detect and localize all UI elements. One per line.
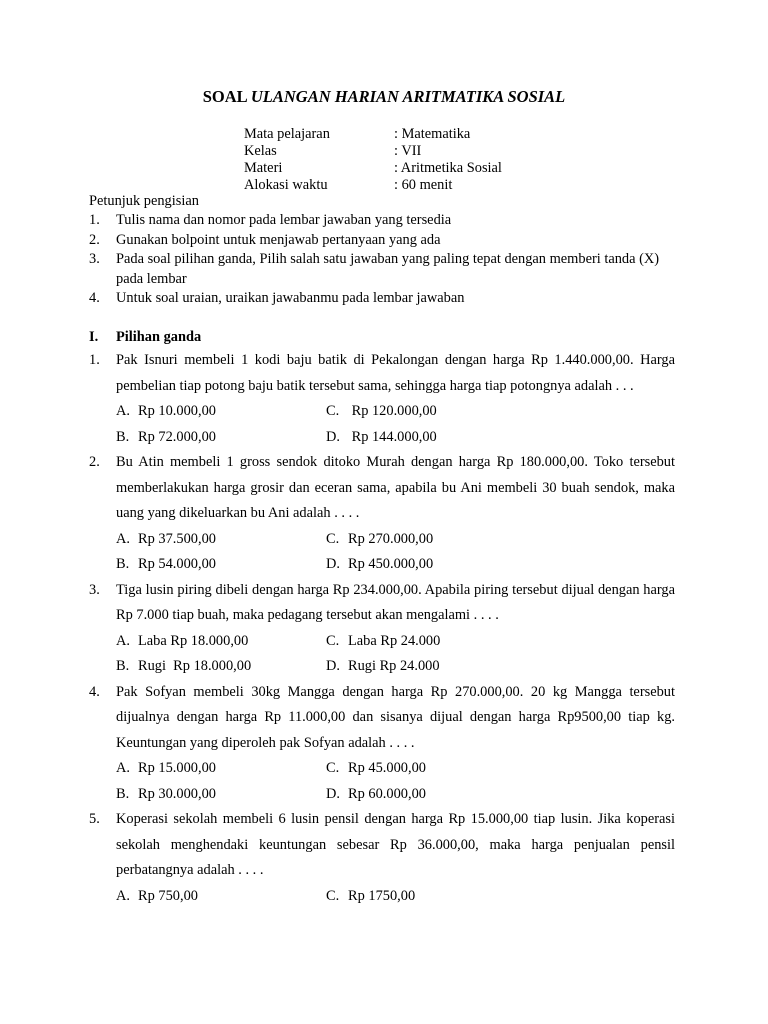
option-text: Rp 750,00 (138, 887, 198, 904)
info-row (244, 126, 502, 143)
option-letter: D. (326, 785, 340, 802)
question-item (89, 578, 675, 680)
question-number: 1. (89, 352, 100, 368)
question-body (116, 807, 675, 909)
instruction-item (89, 231, 679, 251)
section-number: I. (89, 329, 99, 345)
title-prefix: SOAL (202, 87, 247, 106)
option-letter: B. (116, 428, 130, 445)
info-value: : Aritmetika Sosial (394, 160, 502, 176)
answer-option (116, 756, 326, 782)
instruction-item (89, 289, 679, 309)
option-text: Rp 60.000,00 (348, 785, 426, 802)
question-text: Pak Isnuri membeli 1 kodi baju batik di Pekalongan dengan harga Rp 1.440.000,00. Harga pembelian tiap potong baju batik tersebut sama, sehingga harga tiap potongnya adalah . . . (116, 352, 675, 394)
question-item (89, 680, 675, 808)
option-letter: C. (326, 632, 340, 649)
question-body (116, 680, 675, 808)
instruction-item (89, 250, 679, 289)
answer-option (116, 527, 326, 553)
option-text: Rp 144.000,00 (348, 428, 437, 445)
option-text: Rp 15.000,00 (138, 760, 216, 776)
answer-option (326, 399, 675, 425)
question-text: Bu Atin membeli 1 gross sendok ditoko Murah dengan harga Rp 180.000,00. Toko tersebut memberlakukan harga grosir dan eceran sama, apabila bu Ani membeli 30 buah sendok, maka uang yang dikeluarkan bu Ani adalah . . . . (116, 454, 675, 521)
question-list (89, 348, 675, 909)
info-value: : 60 menit (394, 177, 453, 193)
answer-option (116, 425, 326, 451)
option-text: Rp 10.000,00 (138, 403, 216, 419)
option-letter: A. (116, 403, 130, 419)
info-key: Kelas (244, 143, 277, 159)
question-body (116, 578, 675, 680)
instruction-number: 1. (89, 212, 100, 228)
document-title (0, 87, 768, 107)
answer-option (116, 884, 326, 910)
title-main: ULANGAN HARIAN ARITMATIKA SOSIAL (250, 87, 566, 106)
option-letter: A. (116, 887, 130, 904)
answer-option (116, 552, 326, 578)
info-key: Alokasi waktu (244, 177, 328, 193)
info-value: : Matematika (394, 126, 471, 142)
option-text: Rp 30.000,00 (138, 785, 216, 802)
option-letter: D. (326, 556, 340, 572)
answer-option (326, 884, 675, 910)
answer-option (326, 782, 675, 808)
option-text: Rp 45.000,00 (348, 760, 426, 776)
option-letter: B. (116, 658, 130, 674)
section-title: Pilihan ganda (116, 329, 202, 345)
question-item (89, 348, 675, 450)
option-letter: C. (326, 530, 340, 547)
option-text: Rugi Rp 18.000,00 (138, 658, 252, 674)
answer-option (326, 756, 675, 782)
option-text: Laba Rp 24.000 (348, 632, 441, 649)
question-item (89, 450, 675, 578)
instruction-text: Gunakan bolpoint untuk menjawab pertanyaan yang ada (116, 231, 441, 248)
answer-option (116, 629, 326, 655)
question-text: Tiga lusin piring dibeli dengan harga Rp 234.000,00. Apabila piring tersebut dijual dengan harga Rp 7.000 tiap buah, maka pedagang tersebut akan mengalami . . . . (116, 581, 675, 623)
option-letter: C. (326, 403, 340, 419)
option-text: Rp 270.000,00 (348, 530, 434, 547)
question-number: 4. (89, 683, 100, 700)
question-number: 5. (89, 811, 100, 827)
instruction-text: Pada soal pilihan ganda, Pilih salah satu jawaban yang paling tepat dengan memberi tanda (X) pada lembar (116, 251, 660, 287)
option-text: Rp 72.000,00 (138, 428, 216, 445)
option-text: Rp 54.000,00 (138, 556, 216, 572)
question-text: Koperasi sekolah membeli 6 lusin pensil dengan harga Rp 15.000,00 tiap lusin. Jika koperasi sekolah menghendaki keuntungan sebesar Rp 36.000,00, maka harga penjualan pensil perbatangnya adalah . . . . (116, 811, 675, 878)
option-letter: A. (116, 632, 130, 649)
option-letter: A. (116, 760, 130, 776)
question-body (116, 450, 675, 578)
question-item (89, 807, 675, 909)
instructions-list (89, 211, 679, 309)
instructions-heading: Petunjuk pengisian (89, 193, 199, 209)
option-letter: D. (326, 658, 340, 674)
instruction-number: 3. (89, 251, 100, 267)
exam-info (244, 126, 502, 194)
answer-options (116, 527, 675, 578)
answer-option (116, 399, 326, 425)
instruction-number: 2. (89, 231, 100, 248)
option-letter: A. (116, 530, 130, 547)
option-text: Rp 37.500,00 (138, 530, 216, 547)
instruction-text: Untuk soal uraian, uraikan jawabanmu pada lembar jawaban (116, 290, 465, 306)
answer-options (116, 629, 675, 680)
option-text: Laba Rp 18.000,00 (138, 632, 249, 649)
answer-options (116, 884, 675, 910)
instruction-text: Tulis nama dan nomor pada lembar jawaban yang tersedia (116, 212, 452, 228)
info-key: Mata pelajaran (244, 126, 330, 142)
answer-options (116, 756, 675, 807)
option-text: Rp 450.000,00 (348, 556, 434, 572)
info-value: : VII (394, 143, 422, 159)
answer-option (326, 552, 675, 578)
section-heading (89, 328, 201, 346)
option-letter: D. (326, 428, 340, 445)
answer-option (326, 527, 675, 553)
option-letter: C. (326, 760, 340, 776)
instruction-item (89, 211, 679, 231)
answer-option (326, 629, 675, 655)
info-key: Materi (244, 160, 283, 176)
info-row (244, 160, 502, 177)
question-number: 2. (89, 454, 100, 470)
question-number: 3. (89, 581, 100, 598)
info-row (244, 177, 502, 194)
answer-option (116, 782, 326, 808)
answer-option (116, 654, 326, 680)
option-letter: B. (116, 556, 130, 572)
answer-options (116, 399, 675, 450)
option-text: Rp 1750,00 (348, 887, 416, 904)
question-text: Pak Sofyan membeli 30kg Mangga dengan harga Rp 270.000,00. 20 kg Mangga tersebut dijualnya dengan harga Rp 11.000,00 dan sisanya dijual dengan harga Rp9500,00 tiap kg. Keuntungan yang diperoleh pak Sofyan adalah . . . . (116, 683, 675, 751)
answer-option (326, 425, 675, 451)
instruction-number: 4. (89, 290, 100, 306)
question-body (116, 348, 675, 450)
answer-option (326, 654, 675, 680)
option-letter: C. (326, 887, 340, 904)
option-text: Rugi Rp 24.000 (348, 658, 440, 674)
info-row (244, 143, 502, 160)
option-text: Rp 120.000,00 (348, 403, 437, 419)
option-letter: B. (116, 785, 130, 802)
